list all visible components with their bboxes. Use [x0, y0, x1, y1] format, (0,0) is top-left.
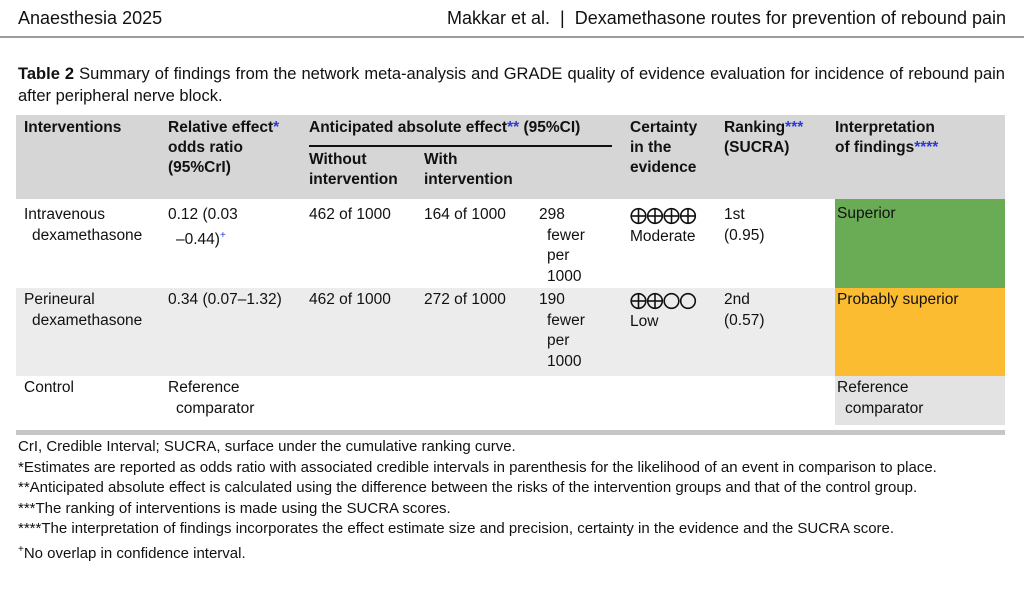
no-overlap-marker: +	[219, 229, 226, 241]
table-row	[16, 199, 1005, 288]
journal-name: Anaesthesia 2025	[18, 8, 163, 28]
col-interpretation: Interpretation of findings****	[835, 119, 939, 156]
cell-difference: 190 fewer per 1000	[539, 291, 585, 370]
cell-intervention: Intravenous dexamethasone	[24, 206, 143, 244]
table-caption	[18, 63, 1005, 107]
col-certainty: Certainty in the evidence	[630, 119, 698, 176]
star-marker: ***	[785, 119, 804, 136]
cell-with: 164 of 1000	[424, 206, 506, 223]
certainty-filled-icon	[681, 209, 696, 224]
footnote-2: **Anticipated absolute effect is calculated using the difference between the risks of the intervention groups and that of the control group.	[18, 479, 918, 496]
interpretation-cell	[835, 199, 1005, 288]
table-footnotes	[18, 437, 1005, 564]
cell-certainty	[630, 207, 698, 248]
footnote-4: ****The interpretation of findings incorporates the effect estimate size and precision, certainty in the evidence and the SUCRA score.	[18, 520, 895, 537]
header-separator: |	[560, 8, 565, 28]
grade-certainty-icons	[630, 292, 698, 310]
certainty-filled-icon	[664, 209, 679, 224]
certainty-label: Moderate	[630, 228, 696, 245]
cell-ranking: 1st (0.95)	[724, 206, 765, 244]
cell-with: 272 of 1000	[424, 291, 506, 308]
cell-relative-effect: 0.12 (0.03 –0.44)+	[168, 206, 238, 248]
col-interventions: Interventions	[24, 119, 122, 136]
star-marker: ****	[914, 139, 939, 156]
footnote-3: ***The ranking of interventions is made using the SUCRA scores.	[18, 499, 451, 517]
short-title: Dexamethasone routes for prevention of rebound pain	[574, 8, 1006, 28]
table-header	[16, 115, 1005, 199]
table-row	[16, 288, 1005, 376]
interpretation-cell	[835, 288, 1005, 376]
col-ranking: Ranking*** (SUCRA)	[724, 119, 804, 156]
interpretation-label: Reference comparator	[837, 379, 924, 417]
certainty-filled-icon	[648, 294, 663, 309]
footnote-abbreviations: CrI, Credible Interval; SUCRA, surface under the cumulative ranking curve.	[18, 438, 516, 455]
footnote-5: +No overlap in confidence interval.	[18, 543, 246, 562]
cell-ranking: 2nd (0.57)	[724, 291, 765, 329]
certainty-filled-icon	[648, 209, 663, 224]
author-names: Makkar et al.	[446, 8, 551, 28]
grade-certainty-icons	[630, 207, 698, 225]
cell-certainty	[630, 292, 698, 333]
interpretation-label: Superior	[837, 205, 896, 222]
cell-difference: 298 fewer per 1000	[539, 206, 585, 285]
col-anticipated-effect: Anticipated absolute effect** (95%CI)	[309, 119, 581, 136]
cell-relative-effect: Reference comparator	[168, 379, 255, 417]
table-row	[16, 376, 1005, 425]
certainty-label: Low	[630, 313, 659, 330]
caption-text: Summary of findings from the network meta-analysis and GRADE quality of evidence evaluation for incidence of rebound pain after peripheral nerve block.	[18, 65, 1005, 105]
certainty-filled-icon	[631, 294, 646, 309]
interpretation-label: Probably superior	[837, 291, 959, 308]
footnote-1: *Estimates are reported as odds ratio with associated credible intervals in parenthesis for the likelihood of an event in comparison to place.	[18, 458, 937, 476]
summary-of-findings-table	[16, 115, 1005, 425]
star-marker: *	[273, 119, 280, 136]
table-label: Table 2	[18, 65, 75, 83]
col-with-intervention: With intervention	[424, 151, 513, 188]
cell-without: 462 of 1000	[309, 206, 391, 223]
certainty-empty-icon	[664, 294, 679, 309]
certainty-empty-icon	[681, 294, 696, 309]
col-relative-effect: Relative effect* odds ratio (95%CrI)	[168, 119, 280, 176]
cell-intervention: Control	[24, 379, 74, 396]
cell-without: 462 of 1000	[309, 291, 391, 308]
cell-intervention: Perineural dexamethasone	[24, 291, 143, 329]
interpretation-cell	[835, 376, 1005, 425]
cell-relative-effect: 0.34 (0.07–1.32)	[168, 291, 282, 308]
running-header	[0, 0, 1024, 38]
col-without-intervention: Without intervention	[309, 151, 398, 188]
article-running-title	[447, 8, 1006, 29]
spanner-rule	[309, 145, 612, 147]
table-bottom-rule	[16, 430, 1005, 435]
certainty-filled-icon	[631, 209, 646, 224]
star-marker: **	[507, 119, 520, 136]
